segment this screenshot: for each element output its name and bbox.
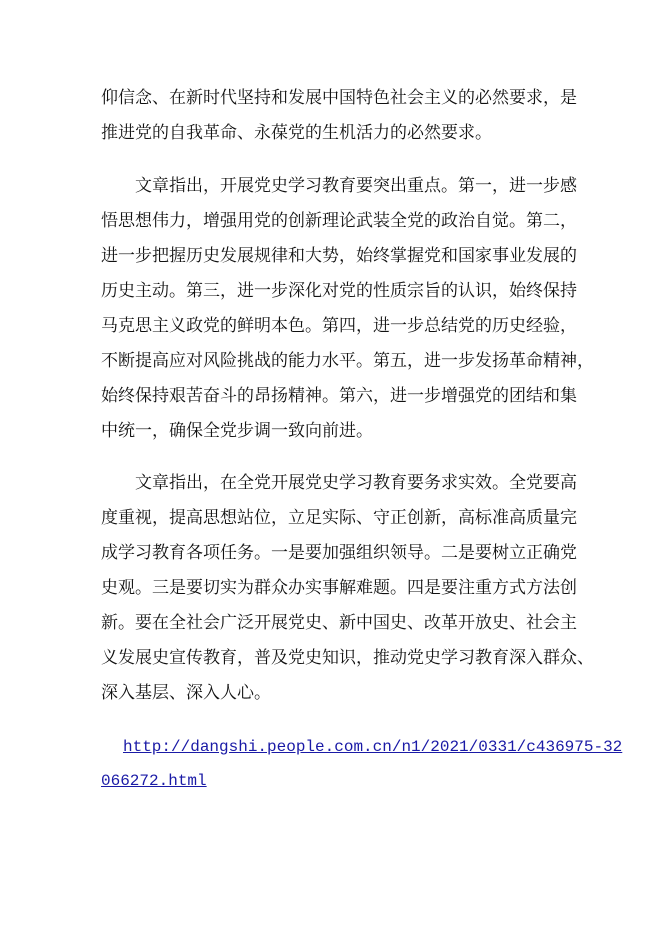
text-line: 义发展史宣传教育，普及党史知识，推动党史学习教育深入群众、 bbox=[101, 648, 594, 668]
text-line: 新。要在全社会广泛开展党史、新中国史、改革开放史、社会主 bbox=[101, 613, 577, 633]
source-link-line-1[interactable]: http://dangshi.people.com.cn/n1/2021/0331/c436975-32 bbox=[123, 738, 623, 756]
text-line: 马克思主义政党的鲜明本色。第四，进一步总结党的历史经验， bbox=[101, 316, 577, 336]
text-line: 度重视，提高思想站位，立足实际、守正创新，高标准高质量完 bbox=[101, 508, 577, 528]
text-line: 始终保持艰苦奋斗的昂扬精神。第六，进一步增强党的团结和集 bbox=[101, 386, 577, 406]
text-line: 推进党的自我革命、永葆党的生机活力的必然要求。 bbox=[101, 123, 492, 143]
text-line: 中统一，确保全党步调一致向前进。 bbox=[101, 421, 373, 441]
text-line: 文章指出，开展党史学习教育要突出重点。第一，进一步感 bbox=[135, 176, 577, 196]
text-line: 进一步把握历史发展规律和大势，始终掌握党和国家事业发展的 bbox=[101, 246, 577, 266]
text-line: 成学习教育各项任务。一是要加强组织领导。二是要树立正确党 bbox=[101, 543, 577, 563]
text-line: 文章指出，在全党开展党史学习教育要务求实效。全党要高 bbox=[135, 473, 577, 493]
text-line: 史观。三是要切实为群众办实事解难题。四是要注重方式方法创 bbox=[101, 578, 577, 598]
text-line: 深入基层、深入人心。 bbox=[101, 683, 271, 703]
text-line: 仰信念、在新时代坚持和发展中国特色社会主义的必然要求，是 bbox=[101, 88, 577, 108]
text-line: 历史主动。第三，进一步深化对党的性质宗旨的认识，始终保持 bbox=[101, 281, 577, 301]
source-link-line-2[interactable]: 066272.html bbox=[101, 772, 207, 790]
text-line: 悟思想伟力，增强用党的创新理论武装全党的政治自觉。第二， bbox=[101, 211, 577, 231]
text-line: 不断提高应对风险挑战的能力水平。第五，进一步发扬革命精神， bbox=[101, 351, 594, 371]
